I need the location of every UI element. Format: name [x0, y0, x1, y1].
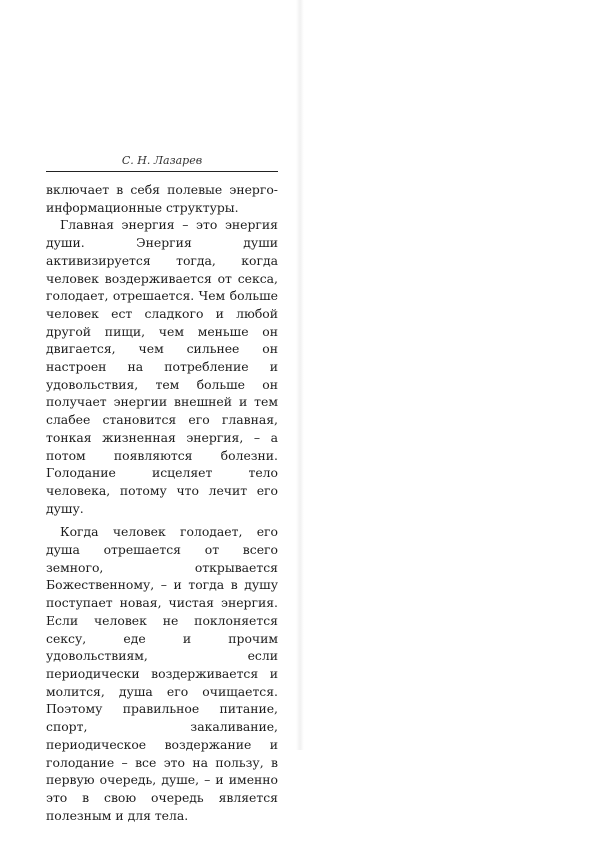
- right-page: [300, 0, 600, 750]
- left-page-body: [46, 181, 278, 824]
- paragraph: включает в себя полевые энерго-информационные структуры.: [46, 182, 278, 215]
- paragraph: Когда человек голодает, его душа отрешается от всего земного, открывается Божественному, – и тогда в душу поступает новая, чистая энергия. Если человек не поклоняется сексу, еде и прочим удовольствиям, если периодически воздерживается и молится, душа его очищается. Поэтому правильное питание, спорт, закаливание, периодическое воздержание и голодание – все это на пользу, в первую очередь, душе, – и именно это в свою очередь является полезным и для тела.: [46, 524, 278, 823]
- left-page: [0, 0, 300, 823]
- running-head: С. Н. Лазарев: [121, 154, 203, 167]
- header-rule: [46, 171, 278, 172]
- paragraph: Главная энергия – это энергия души. Энергия души активизируется тогда, когда человек воздерживается от секса, голодает, отрешается. Чем больше человек ест сладкого и любой другой пищи, чем меньше он двигается, чем сильнее он настроен на потребление и удовольствия, тем больше он получает энергии внешней и тем слабее становится его главная, тонкая жизненная энергия, – а потом появляются болезни. Голодание исцеляет тело человека, потому что лечит его душу.: [46, 217, 278, 516]
